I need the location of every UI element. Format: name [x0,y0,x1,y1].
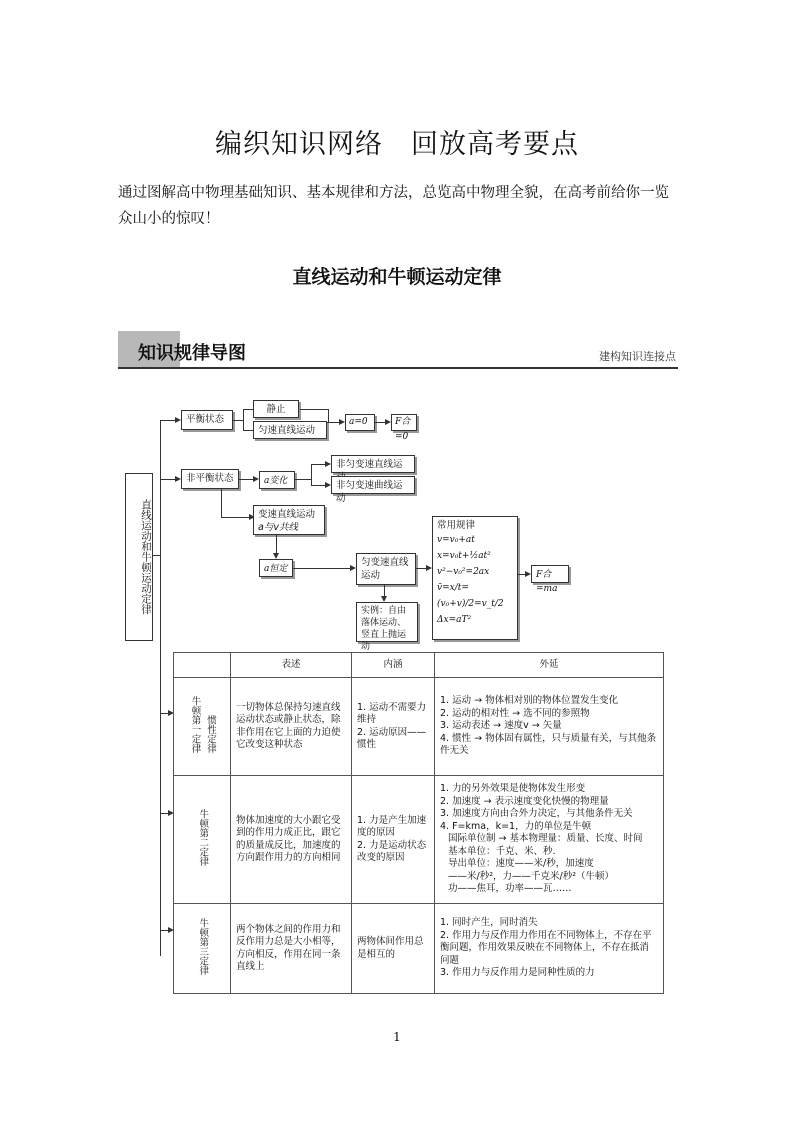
third-law-connotation [352,904,435,994]
header-connotation: 内涵 [352,653,435,678]
extension-line: 1. 力的另外效果是使物体发生形变 [440,783,586,795]
first-law-statement: 一切物体总保持匀速直线运动状态或静止状态，除非作用在它上面的力迫使它改变这种状态 [231,678,352,776]
a-const-box: a恒定 [259,559,293,577]
connotation-line: 2. 运动原因——惯性 [357,726,427,750]
extension-line: 4. 惯性 → 物体固有属性，只与质量有关，与其他条件无关 [440,732,657,757]
section-title: 直线运动和牛顿运动定律 [292,266,502,288]
extension-line: 2. 作用力与反作用力作用在不同物体上，不存在平衡问题，作用效果反映在不同物体上，不存在抵消问题 [440,929,652,966]
extension-line: 3. 作用力与反作用力是同种性质的力 [440,967,595,979]
rules-title: 常用规律 [437,520,476,531]
second-law-connotation [352,776,435,904]
common-rules-box [432,516,518,640]
connotation-line: 1. 运动不需要力维持 [357,701,427,725]
f-zero-box: F合=0 [391,414,417,431]
header-extension: 外延 [435,653,664,678]
banner-title: 知识规律导图 [138,343,246,364]
knowledge-banner [118,331,678,369]
first-law-connotation [352,678,435,776]
uniform-acc-box: 匀变速直线运动 [356,553,416,585]
extension-line: 1. 运动 → 物体相对别的物体位置发生变化 [440,695,619,707]
examples-box: 实例：自由落体运动、竖直上抛运动 [356,602,418,642]
first-law-name: 牛顿第一定律 [189,695,201,753]
extension-line: 国际单位制 → 基本物理量：质量、长度、时间 [448,833,643,845]
balance-state-box: 平衡状态 [181,410,233,430]
row-head-first-law [174,678,231,776]
page-number: 1 [393,1030,401,1044]
second-law-name: 牛顿第二定律 [197,808,209,866]
f-ma-box: F合=ma [531,565,569,583]
table-row [174,678,664,776]
extension-line: 2. 运动的相对性 → 选不同的参照物 [440,707,590,719]
extension-line: 1. 同时产生，同时消失 [440,917,538,929]
page-title: 编织知识网络 回放高考要点 [215,129,579,160]
third-law-extension [435,904,664,994]
table-header-row [174,653,664,678]
static-box: 静止 [253,400,299,418]
formula-4: v̄=x/t=(v₀+v)/2=v_t/2 [437,583,504,609]
extension-line: 导出单位：速度——米/秒，加速度 [448,858,594,870]
row-head-second-law [174,776,231,904]
extension-line: ——米/秒²，力——千克米/秒²（牛顿） [448,870,615,882]
uniform-motion-box: 匀速直线运动 [253,421,327,439]
extension-line: 2. 加速度 → 表示速度变化快慢的物理量 [440,795,609,807]
diagram-root-box: 直线运动和牛顿运动定律 [125,473,153,641]
variable-line-box [253,505,325,535]
connotation-line: 2. 力是运动状态改变的原因 [357,839,427,863]
intro-paragraph: 通过图解高中物理基础知识、基本规律和方法，总览高中物理全貌，在高考前给你一览众山小的惊叹！ [118,185,669,227]
a-v-colinear-label: a与v共线 [258,522,298,533]
header-statement: 表述 [231,653,352,678]
extension-line: 4. F=kma，k=1，力的单位是牛顿 [440,820,592,832]
header-blank [174,653,231,678]
a-change-box: a变化 [259,471,295,489]
first-law-label: 惯性定律 [205,714,217,753]
third-law-name: 牛顿第三定律 [197,917,209,975]
second-law-extension [435,776,664,904]
variable-line-label: 变速直线运动 [258,509,316,520]
banner-subtitle: 建构知识连接点 [599,350,676,363]
connotation-line: 1. 力是产生加速度的原因 [357,814,427,838]
a-zero-box: a=0 [345,414,375,431]
formula-3: v²−v₀²=2ax [437,567,490,577]
extension-line: 3. 运动表述 → 速度v → 矢量 [440,720,562,732]
second-law-statement: 物体加速度的大小跟它受到的作用力成正比，跟它的质量成反比，加速度的方向跟作用力的方向相同 [231,776,352,904]
extension-line: 3. 加速度方向由合外力决定，与其他条件无关 [440,808,633,820]
nonuniform-line-box: 非匀变速直线运 [331,455,415,473]
row-head-third-law [174,904,231,994]
formula-1: v=v₀+at [437,535,475,545]
formula-5: Δx=aT² [437,615,472,625]
table-row [174,904,664,994]
newton-laws-table [173,652,664,994]
non-balance-state-box: 非平衡状态 [181,469,239,489]
connotation-line: 两物体间作用总是相互的 [357,936,424,960]
nonuniform-curve-box: 非匀变速曲线运动 [331,476,415,494]
third-law-statement: 两个物体之间的作用力和反作用力总是大小相等，方向相反，作用在同一条直线上 [231,904,352,994]
extension-line: 基本单位：千克、米、秒. [448,845,556,857]
formula-2: x=v₀t+½at² [437,551,491,561]
first-law-extension [435,678,664,776]
table-row [174,776,664,904]
extension-line: 功——焦耳，功率——瓦…… [448,883,572,895]
